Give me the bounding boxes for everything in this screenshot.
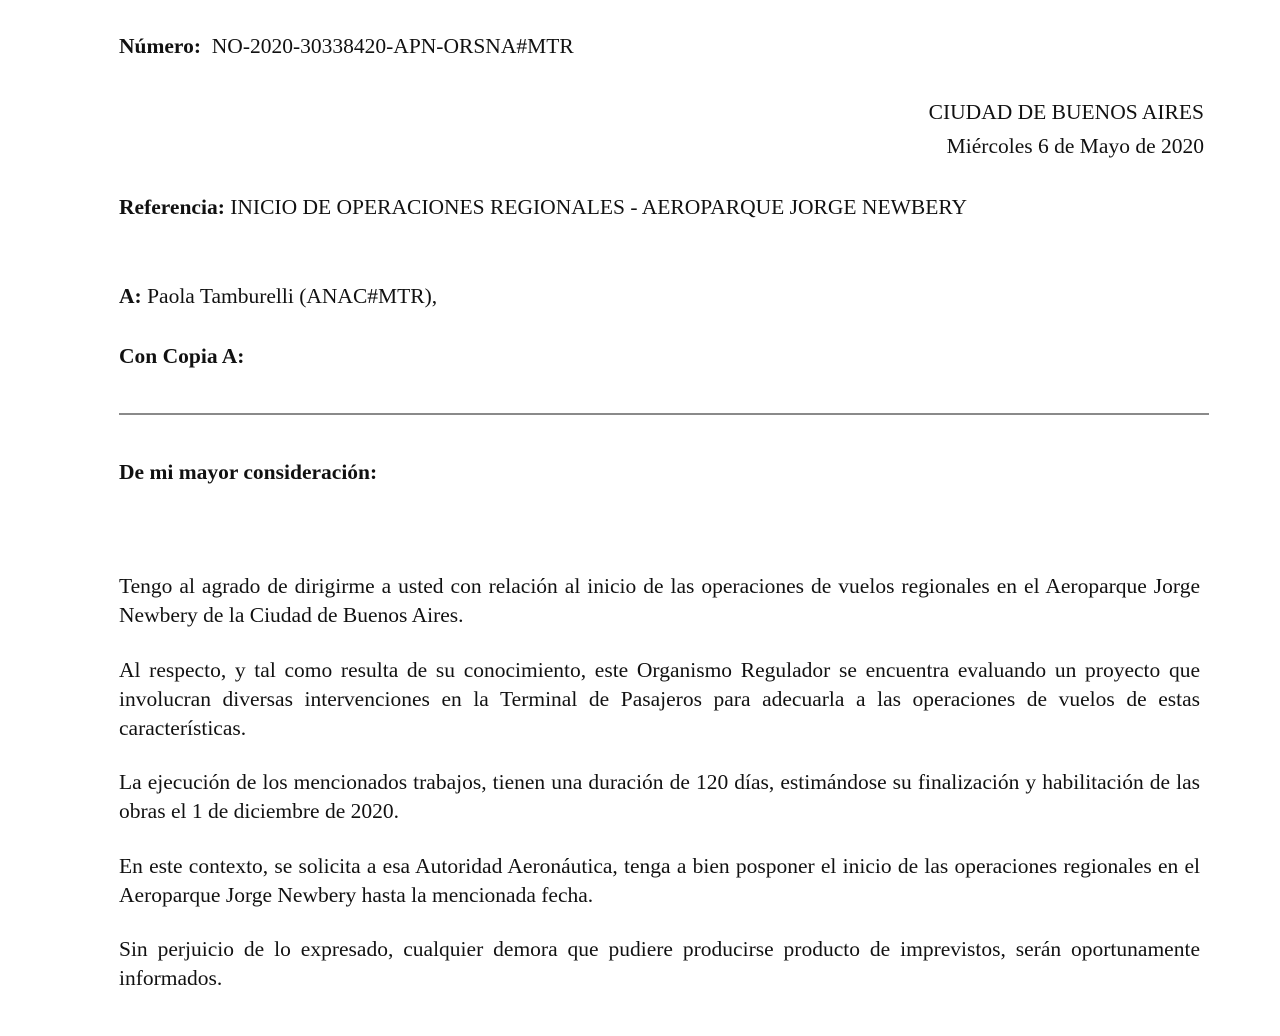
reference [119,193,1200,222]
cc [119,342,1200,371]
recipient-label: A: [119,284,142,308]
cc-label: Con Copia A: [119,344,245,368]
date: Miércoles 6 de Mayo de 2020 [946,134,1204,158]
city: CIUDAD DE BUENOS AIRES [928,100,1204,124]
reference-label: Referencia: [119,195,225,219]
recipient-value: Paola Tamburelli (ANAC#MTR), [147,284,438,308]
reference-value: INICIO DE OPERACIONES REGIONALES - AEROPARQUE JORGE NEWBERY [230,195,968,219]
paragraph-3: La ejecución de los mencionados trabajos, tienen una duración de 120 días, estimándose su finalización y habilitación de las obras el 1 de diciembre de 2020. [119,770,1200,823]
document-number-label: Número: [119,34,202,58]
paragraph-2: Al respecto, y tal como resulta de su conocimiento, este Organismo Regulador se encuentra evaluando un proyecto que involucran diversas intervenciones en la Terminal de Pasajeros para adecuarla a las operaciones de vuelos de estas características. [119,658,1200,740]
salutation: De mi mayor consideración: [119,460,378,484]
document-number-value: NO-2020-30338420-APN-ORSNA#MTR [211,34,574,58]
paragraph-5: Sin perjuicio de lo expresado, cualquier demora que pudiere producirse producto de imprevistos, serán oportunamente informados. [119,937,1200,990]
paragraph-4: En este contexto, se solicita a esa Autoridad Aeronáutica, tenga a bien posponer el inicio de las operaciones regionales en el Aeroparque Jorge Newbery hasta la mencionada fecha. [119,854,1200,907]
document-number [119,32,1200,61]
recipient [119,282,1200,311]
separator-line [119,413,1209,415]
paragraph-1: Tengo al agrado de dirigirme a usted con relación al inicio de las operaciones de vuelos regionales en el Aeroparque Jorge Newbery de la Ciudad de Buenos Aires. [119,574,1200,627]
